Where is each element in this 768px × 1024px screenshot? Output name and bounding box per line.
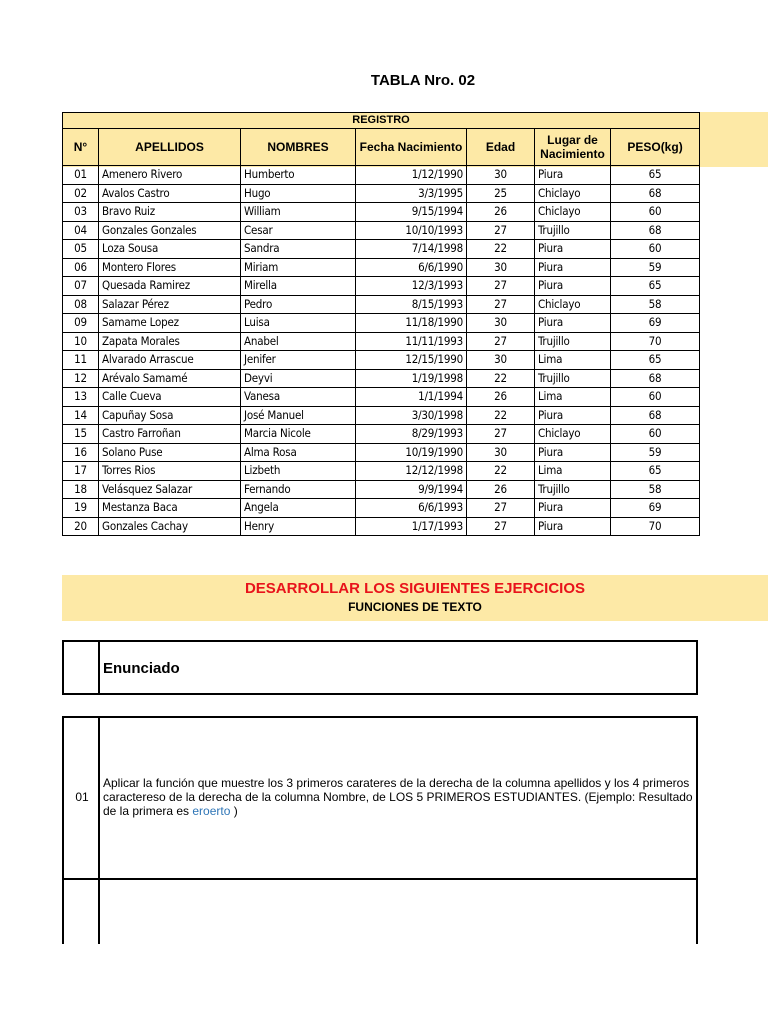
header-apellidos: APELLIDOS	[99, 129, 241, 166]
cell-peso: 70	[611, 517, 700, 536]
cell-lugar: Trujillo	[535, 369, 611, 388]
cell-edad: 27	[467, 277, 535, 296]
cell-fecha: 1/1/1994	[356, 388, 467, 407]
cell-num: 09	[63, 314, 99, 333]
cell-lugar: Piura	[535, 277, 611, 296]
cell-edad: 22	[467, 369, 535, 388]
cell-lugar: Piura	[535, 258, 611, 277]
cell-fecha: 12/12/1998	[356, 462, 467, 481]
cell-apellidos: Avalos Castro	[99, 184, 241, 203]
cell-peso: 60	[611, 240, 700, 259]
cell-num: 07	[63, 277, 99, 296]
cell-num: 18	[63, 480, 99, 499]
cell-edad: 27	[467, 295, 535, 314]
header-nombres: NOMBRES	[241, 129, 356, 166]
cell-peso: 60	[611, 203, 700, 222]
cell-nombres: Luisa	[241, 314, 356, 333]
cell-edad: 30	[467, 351, 535, 370]
cell-apellidos: Mestanza Baca	[99, 499, 241, 518]
cell-nombres: Anabel	[241, 332, 356, 351]
cell-edad: 22	[467, 462, 535, 481]
cell-lugar: Trujillo	[535, 221, 611, 240]
cell-lugar: Piura	[535, 499, 611, 518]
cell-num: 19	[63, 499, 99, 518]
cell-nombres: Mirella	[241, 277, 356, 296]
enunciado-num-cell	[64, 642, 100, 693]
cell-lugar: Trujillo	[535, 332, 611, 351]
cell-peso: 68	[611, 369, 700, 388]
cell-edad: 27	[467, 517, 535, 536]
cell-num: 15	[63, 425, 99, 444]
cell-nombres: Miriam	[241, 258, 356, 277]
cell-edad: 30	[467, 443, 535, 462]
cell-lugar: Piura	[535, 517, 611, 536]
cell-num: 13	[63, 388, 99, 407]
cell-peso: 58	[611, 295, 700, 314]
cell-peso: 60	[611, 388, 700, 407]
cell-lugar: Piura	[535, 406, 611, 425]
cell-fecha: 9/15/1994	[356, 203, 467, 222]
cell-edad: 27	[467, 425, 535, 444]
cell-fecha: 1/12/1990	[356, 166, 467, 185]
exercise-num-column	[64, 718, 100, 944]
cell-fecha: 8/29/1993	[356, 425, 467, 444]
enunciado-box	[62, 640, 698, 695]
header-lugar: Lugar de Nacimiento	[535, 129, 611, 166]
cell-fecha: 7/14/1998	[356, 240, 467, 259]
cell-lugar: Chiclayo	[535, 425, 611, 444]
cell-num: 05	[63, 240, 99, 259]
cell-nombres: William	[241, 203, 356, 222]
cell-edad: 22	[467, 406, 535, 425]
cell-edad: 27	[467, 499, 535, 518]
cell-apellidos: Gonzales Cachay	[99, 517, 241, 536]
cell-lugar: Piura	[535, 166, 611, 185]
table-row	[63, 351, 700, 370]
cell-apellidos: Amenero Rivero	[99, 166, 241, 185]
cell-lugar: Lima	[535, 388, 611, 407]
section-subtitle: FUNCIONES DE TEXTO	[348, 600, 482, 614]
cell-fecha: 8/15/1993	[356, 295, 467, 314]
cell-lugar: Lima	[535, 351, 611, 370]
table-row	[63, 406, 700, 425]
cell-apellidos: Gonzales Gonzales	[99, 221, 241, 240]
exercise-row-divider	[64, 878, 696, 880]
cell-nombres: Alma Rosa	[241, 443, 356, 462]
exercise-number: 01	[75, 790, 89, 804]
cell-edad: 30	[467, 166, 535, 185]
cell-apellidos: Alvarado Arrascue	[99, 351, 241, 370]
cell-fecha: 12/3/1993	[356, 277, 467, 296]
cell-num: 12	[63, 369, 99, 388]
cell-num: 08	[63, 295, 99, 314]
exercise-statement: Aplicar la función que muestre los 3 primeros carateres de la derecha de la columna apellidos y los 4 primeros caractereso de la derecha de la columna Nombre, de LOS 5 PRIMEROS ESTUDIANTES. (Ejemplo: Resultado de la primera es	[103, 776, 693, 818]
cell-peso: 60	[611, 425, 700, 444]
cell-fecha: 10/10/1993	[356, 221, 467, 240]
cell-lugar: Lima	[535, 462, 611, 481]
table-row	[63, 221, 700, 240]
cell-peso: 68	[611, 406, 700, 425]
cell-apellidos: Castro Farroñan	[99, 425, 241, 444]
cell-peso: 68	[611, 184, 700, 203]
cell-lugar: Piura	[535, 240, 611, 259]
cell-lugar: Chiclayo	[535, 203, 611, 222]
header-fecha: Fecha Nacimiento	[356, 129, 467, 166]
table-row	[63, 258, 700, 277]
cell-fecha: 11/18/1990	[356, 314, 467, 333]
ejercicios-banner	[62, 575, 768, 621]
cell-edad: 27	[467, 332, 535, 351]
header-edad: Edad	[467, 129, 535, 166]
cell-nombres: Vanesa	[241, 388, 356, 407]
cell-nombres: Angela	[241, 499, 356, 518]
cell-lugar: Chiclayo	[535, 184, 611, 203]
cell-num: 03	[63, 203, 99, 222]
cell-nombres: Sandra	[241, 240, 356, 259]
cell-fecha: 1/19/1998	[356, 369, 467, 388]
table-row	[63, 462, 700, 481]
exercise-box	[62, 716, 698, 944]
cell-num: 01	[63, 166, 99, 185]
cell-edad: 27	[467, 221, 535, 240]
cell-apellidos: Arévalo Samamé	[99, 369, 241, 388]
registro-table	[62, 112, 700, 536]
exercise-text-end: )	[230, 804, 238, 818]
table-row	[63, 499, 700, 518]
table-row	[63, 184, 700, 203]
table-row	[63, 314, 700, 333]
cell-fecha: 1/17/1993	[356, 517, 467, 536]
cell-nombres: Fernando	[241, 480, 356, 499]
table-row	[63, 388, 700, 407]
cell-lugar: Piura	[535, 443, 611, 462]
cell-peso: 68	[611, 221, 700, 240]
cell-edad: 30	[467, 314, 535, 333]
cell-apellidos: Samame Lopez	[99, 314, 241, 333]
cell-num: 04	[63, 221, 99, 240]
cell-edad: 26	[467, 388, 535, 407]
page-title: TABLA Nro. 02	[370, 72, 476, 89]
exercise-example: eroerto	[192, 804, 231, 818]
cell-peso: 59	[611, 258, 700, 277]
table-row	[63, 443, 700, 462]
registro-label: REGISTRO	[63, 113, 700, 129]
cell-apellidos: Quesada Ramirez	[99, 277, 241, 296]
cell-fecha: 11/11/1993	[356, 332, 467, 351]
table-row	[63, 517, 700, 536]
cell-num: 17	[63, 462, 99, 481]
cell-num: 06	[63, 258, 99, 277]
table-row	[63, 425, 700, 444]
table-row	[63, 369, 700, 388]
cell-nombres: Humberto	[241, 166, 356, 185]
cell-nombres: Deyvi	[241, 369, 356, 388]
cell-apellidos: Bravo Ruiz	[99, 203, 241, 222]
cell-fecha: 9/9/1994	[356, 480, 467, 499]
cell-nombres: Cesar	[241, 221, 356, 240]
cell-peso: 59	[611, 443, 700, 462]
cell-fecha: 6/6/1990	[356, 258, 467, 277]
section-title: DESARROLLAR LOS SIGUIENTES EJERCICIOS	[244, 580, 586, 597]
cell-apellidos: Salazar Pérez	[99, 295, 241, 314]
cell-edad: 22	[467, 240, 535, 259]
table-row	[63, 295, 700, 314]
cell-fecha: 3/30/1998	[356, 406, 467, 425]
cell-fecha: 10/19/1990	[356, 443, 467, 462]
header-peso: PESO(kg)	[611, 129, 700, 166]
cell-peso: 58	[611, 480, 700, 499]
table-row	[63, 166, 700, 185]
cell-apellidos: Montero Flores	[99, 258, 241, 277]
cell-nombres: Marcia Nicole	[241, 425, 356, 444]
cell-apellidos: Capuñay Sosa	[99, 406, 241, 425]
cell-peso: 65	[611, 277, 700, 296]
table-row	[63, 203, 700, 222]
cell-peso: 69	[611, 499, 700, 518]
table-row	[63, 277, 700, 296]
cell-nombres: José Manuel	[241, 406, 356, 425]
cell-nombres: Lizbeth	[241, 462, 356, 481]
cell-lugar: Trujillo	[535, 480, 611, 499]
cell-num: 11	[63, 351, 99, 370]
table-row	[63, 332, 700, 351]
cell-edad: 30	[467, 258, 535, 277]
table-row	[63, 480, 700, 499]
cell-apellidos: Zapata Morales	[99, 332, 241, 351]
cell-lugar: Chiclayo	[535, 295, 611, 314]
cell-fecha: 12/15/1990	[356, 351, 467, 370]
header-num: N°	[63, 129, 99, 166]
exercise-text	[103, 776, 695, 818]
cell-num: 16	[63, 443, 99, 462]
cell-apellidos: Calle Cueva	[99, 388, 241, 407]
cell-peso: 65	[611, 351, 700, 370]
cell-nombres: Jenifer	[241, 351, 356, 370]
cell-lugar: Piura	[535, 314, 611, 333]
cell-num: 20	[63, 517, 99, 536]
cell-peso: 69	[611, 314, 700, 333]
cell-edad: 26	[467, 480, 535, 499]
cell-nombres: Hugo	[241, 184, 356, 203]
cell-apellidos: Torres Rios	[99, 462, 241, 481]
cell-num: 14	[63, 406, 99, 425]
cell-nombres: Henry	[241, 517, 356, 536]
cell-num: 02	[63, 184, 99, 203]
cell-apellidos: Solano Puse	[99, 443, 241, 462]
cell-fecha: 3/3/1995	[356, 184, 467, 203]
enunciado-label: Enunciado	[103, 660, 180, 677]
cell-peso: 65	[611, 462, 700, 481]
cell-peso: 70	[611, 332, 700, 351]
cell-apellidos: Loza Sousa	[99, 240, 241, 259]
cell-num: 10	[63, 332, 99, 351]
cell-peso: 65	[611, 166, 700, 185]
cell-fecha: 6/6/1993	[356, 499, 467, 518]
cell-edad: 25	[467, 184, 535, 203]
cell-apellidos: Velásquez Salazar	[99, 480, 241, 499]
cell-edad: 26	[467, 203, 535, 222]
table-row	[63, 240, 700, 259]
cell-nombres: Pedro	[241, 295, 356, 314]
